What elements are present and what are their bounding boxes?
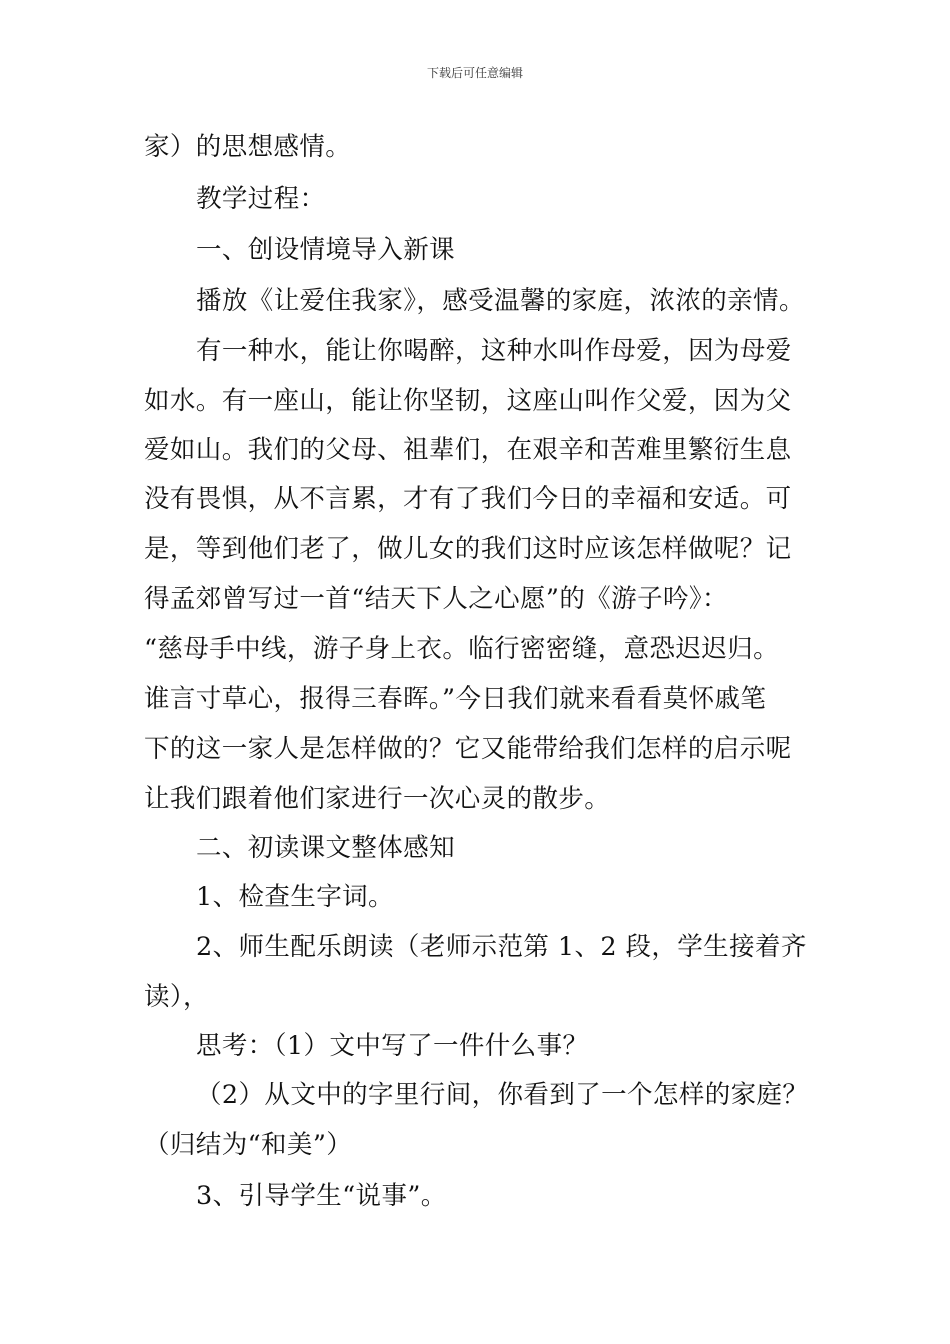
text-line: 如水。有一座山，能让你坚韧，这座山叫作父爱，因为父 — [144, 386, 792, 416]
text-line: 爱如山。我们的父母、祖辈们，在艰辛和苦难里繁衍生息 — [144, 435, 792, 465]
text-line: 1、检查生字词。 — [196, 882, 394, 912]
text-line: “慈母手中线，游子身上衣。临行密密缝，意恐迟迟归。 — [144, 634, 780, 664]
text-line: 谁言寸草心，报得三春晖。”今日我们就来看看莫怀戚笔 — [144, 684, 767, 714]
text-line: 下的这一家人是怎样做的？它又能带给我们怎样的启示呢 — [144, 734, 792, 764]
text-line: 教学过程： — [196, 184, 326, 214]
text-line: 读）， — [144, 982, 209, 1012]
text-line: 2、师生配乐朗读（老师示范第 1、2 段，学生接着齐 — [196, 932, 807, 962]
text-line: 没有畏惧，从不言累，才有了我们今日的幸福和安适。可 — [144, 484, 792, 514]
text-line: （2）从文中的字里行间，你看到了一个怎样的家庭？ — [196, 1080, 809, 1110]
section-heading: 一、创设情境导入新课 — [196, 235, 456, 265]
text-line: 播放《让爱住我家》，感受温馨的家庭，浓浓的亲情。 — [196, 286, 805, 316]
text-line: 思考：（1）文中写了一件什么事？ — [196, 1031, 589, 1061]
text-line: 是，等到他们老了，做儿女的我们这时应该怎样做呢？记 — [144, 534, 792, 564]
text-line: 得孟郊曾写过一首“结天下人之心愿”的《游子吟》： — [144, 584, 728, 614]
text-line: 有一种水，能让你喝醉，这种水叫作母爱，因为母爱 — [196, 336, 792, 366]
text-line: （归结为“和美”） — [144, 1130, 353, 1160]
page-header: 下载后可任意编辑 — [426, 66, 523, 80]
text-line: 3、引导学生“说事”。 — [196, 1181, 447, 1211]
text-line: 家）的思想感情。 — [144, 132, 352, 162]
text-line: 让我们跟着他们家进行一次心灵的散步。 — [144, 784, 611, 814]
section-heading: 二、初读课文整体感知 — [196, 833, 456, 863]
